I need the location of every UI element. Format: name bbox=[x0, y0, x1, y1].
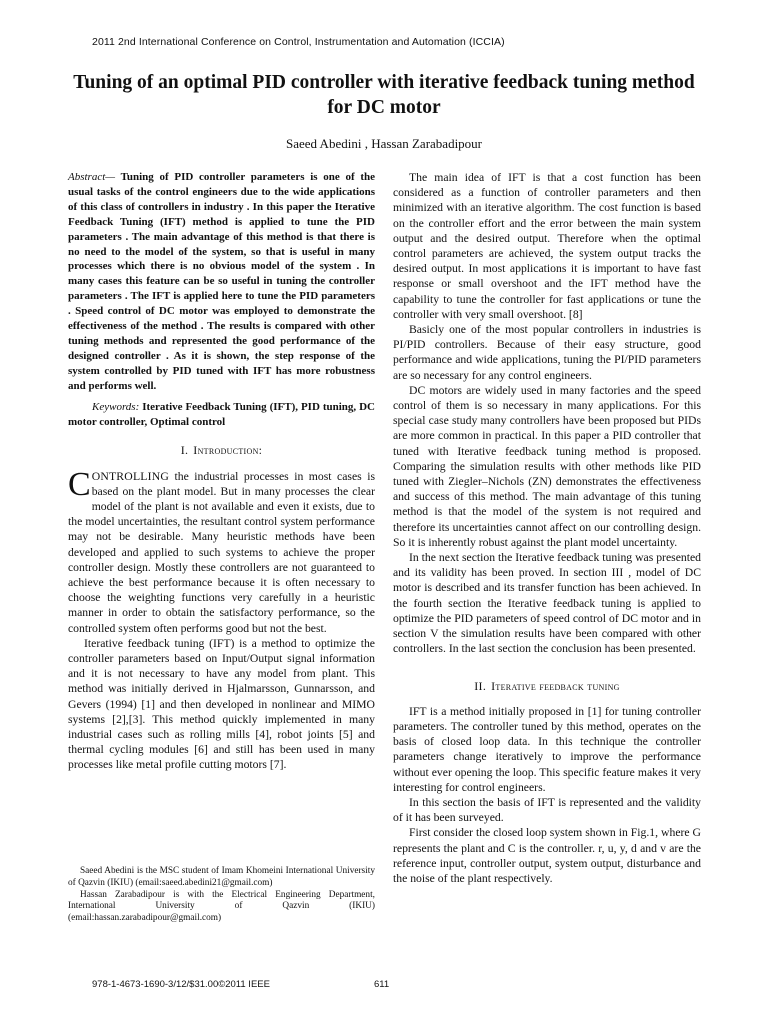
footnote-line: Hassan Zarabadipour is with the Electrical Engineering Department, International University of Qazvin (IKIU) (email:hassan.zarabadipour@gmail.com) bbox=[68, 889, 375, 924]
section-title: Introduction: bbox=[193, 443, 263, 458]
intro-caps: ONTROLLING bbox=[91, 469, 169, 483]
ift-paragraph-1: IFT is a method initially proposed in [1] for tuning controller parameters. The controller tuned by this method, operates on the basis of closed loop data. In this technique the controller parameters change iteratively to improve the performance without ever opening the loop. This specific feature makes it very interesting for control engineers. bbox=[393, 704, 701, 794]
intro-paragraph-1 bbox=[68, 465, 375, 636]
ift-paragraph-2: In this section the basis of IFT is represented and the validity of it has been surveyed. bbox=[393, 795, 701, 825]
section-number: II. bbox=[474, 678, 487, 693]
intro-paragraph-5: DC motors are widely used in many factories and the speed control of them is so necessary in many applications. For this special case study many controllers have been proposed but PIDs are more common in practical. In this paper a PID controller that tuned with Iterative feedback tuning method is proposed. Comparing the simulation results with other methods like PID tuned with Ziegler–Nichols (ZN) demonstrates the effectiveness and success of this method. The main advantage of this tuning method is that the model of the system is not required and therefore its uncertainties cannot affect on our controlling design. So it is inherently robust against the plant model uncertainty. bbox=[393, 383, 701, 549]
paper-title: Tuning of an optimal PID controller with iterative feedback tuning method for DC motor bbox=[73, 72, 695, 118]
keywords bbox=[68, 400, 375, 430]
conference-header: 2011 2nd International Conference on Control, Instrumentation and Automation (ICCIA) bbox=[92, 36, 505, 48]
abstract bbox=[68, 170, 375, 394]
section-heading-ift bbox=[393, 679, 701, 694]
footnote-line: Saeed Abedini is the MSC student of Imam Khomeini International University of Qazvin (IKIU) (email:saeed.abedini21@gmail.com) bbox=[68, 866, 375, 888]
page-number: 611 bbox=[374, 979, 390, 990]
right-column bbox=[393, 170, 701, 886]
copyright-footer: 978-1-4673-1690-3/12/$31.00©2011 IEEE bbox=[92, 979, 270, 990]
intro-text-1: the industrial processes in most cases is based on the plant model. But in many processes the clear model of the plant is not available and even it exists, due to the model uncertainties, the resultant control system performance may not be desirable. Many heuristic methods have been developed and applied to such systems to achieve the proper controller design. Mostly these controllers are not guaranteed to achieve the best performance because it is often necessary to choose the weighting functions very carefully in a heuristic manner in order to obtain the satisfactory performance, so the controlled system often performs good but not the best. bbox=[68, 469, 375, 635]
ift-paragraph-3: First consider the closed loop system shown in Fig.1, where G represents the plant and C is the controller. r, u, y, d and v are the reference input, controller output, system output, disturbance and the noise of the plant respectively. bbox=[393, 826, 701, 885]
intro-paragraph-6: In the next section the Iterative feedback tuning was presented and its validity has been proved. In section III , model of DC motor is described and its transfer function has been achieved. In the fourth section the Iterative feedback tuning is applied to optimize the PID parameters of speed control of DC motor and in section V the simulation results have been compared with other controllers. In the last section the conclusion has been presented. bbox=[393, 551, 701, 656]
intro-paragraph-2: Iterative feedback tuning (IFT) is a method to optimize the controller parameters based on Input/Output signal information and it is not necessary to have any model from plant. This method was initially derived in Hjalmarsson, Gunnarsson, and Gevers (1994) [1] and then developed in nonlinear and MIMO systems [2],[3]. This method quickly implemented in many industrial cases such as rolling mills [4], robot joints [5] and thermal cycling modules [6] and still has been used in many processes like metal profile cutting motors [7]. bbox=[68, 636, 375, 772]
keywords-label: Keywords: bbox=[92, 400, 140, 413]
drop-cap: C bbox=[68, 465, 91, 503]
section-heading-introduction bbox=[68, 443, 375, 458]
author-list: Saeed Abedini , Hassan Zarabadipour bbox=[285, 136, 483, 151]
intro-paragraph-4: Basicly one of the most popular controllers in industries is PI/PID controllers. Because of their easy structure, good performance and wide applications, tuning the PI/PID parameters are so necessary for any control engineers. bbox=[393, 323, 701, 382]
keywords-text: Iterative Feedback Tuning (IFT), PID tuning, DC motor controller, Optimal control bbox=[68, 400, 375, 428]
abstract-text: Tuning of PID controller parameters is one of the usual tasks of the control engineers due to the wide applications of this class of controllers in industry . In this paper the Iterative Feedback Tuning (IFT) method is applied to tune the PID parameters . The main advantage of this method is that there is no need to the model of the system, so that is useful in many processes which there is no obvious model of the system . In many cases this feature can be so useful in tuning the controller parameters . The IFT is applied here to tune the PID parameters . Speed control of DC motor was employed to demonstrate the effectiveness of the method . The results is compared with other tuning methods and represented the good performance of the designed controller . As it is shown, the step response of the system controlled by PID tuned with IFT has more robustness and performs well. bbox=[68, 171, 375, 392]
left-column bbox=[68, 170, 375, 773]
section-title: Iterative feedback tuning bbox=[491, 678, 620, 693]
author-footnote bbox=[68, 866, 375, 925]
abstract-lead: Abstract— bbox=[68, 171, 116, 183]
intro-paragraph-3: The main idea of IFT is that a cost function has been considered as a function of controller parameters and then minimized with an iterative algorithm. The cost function is based on the controller effort and the error between the main system output and the desired output. Therefore when the optimal control parameters are achieved, the system output tracks the desired output. In most applications it is important to have fast response or small overshoot and the IFT method have the capability to tune the controller for fast applications or tune the controller with very small overshoot. [8] bbox=[393, 171, 701, 321]
section-number: I. bbox=[180, 443, 189, 458]
